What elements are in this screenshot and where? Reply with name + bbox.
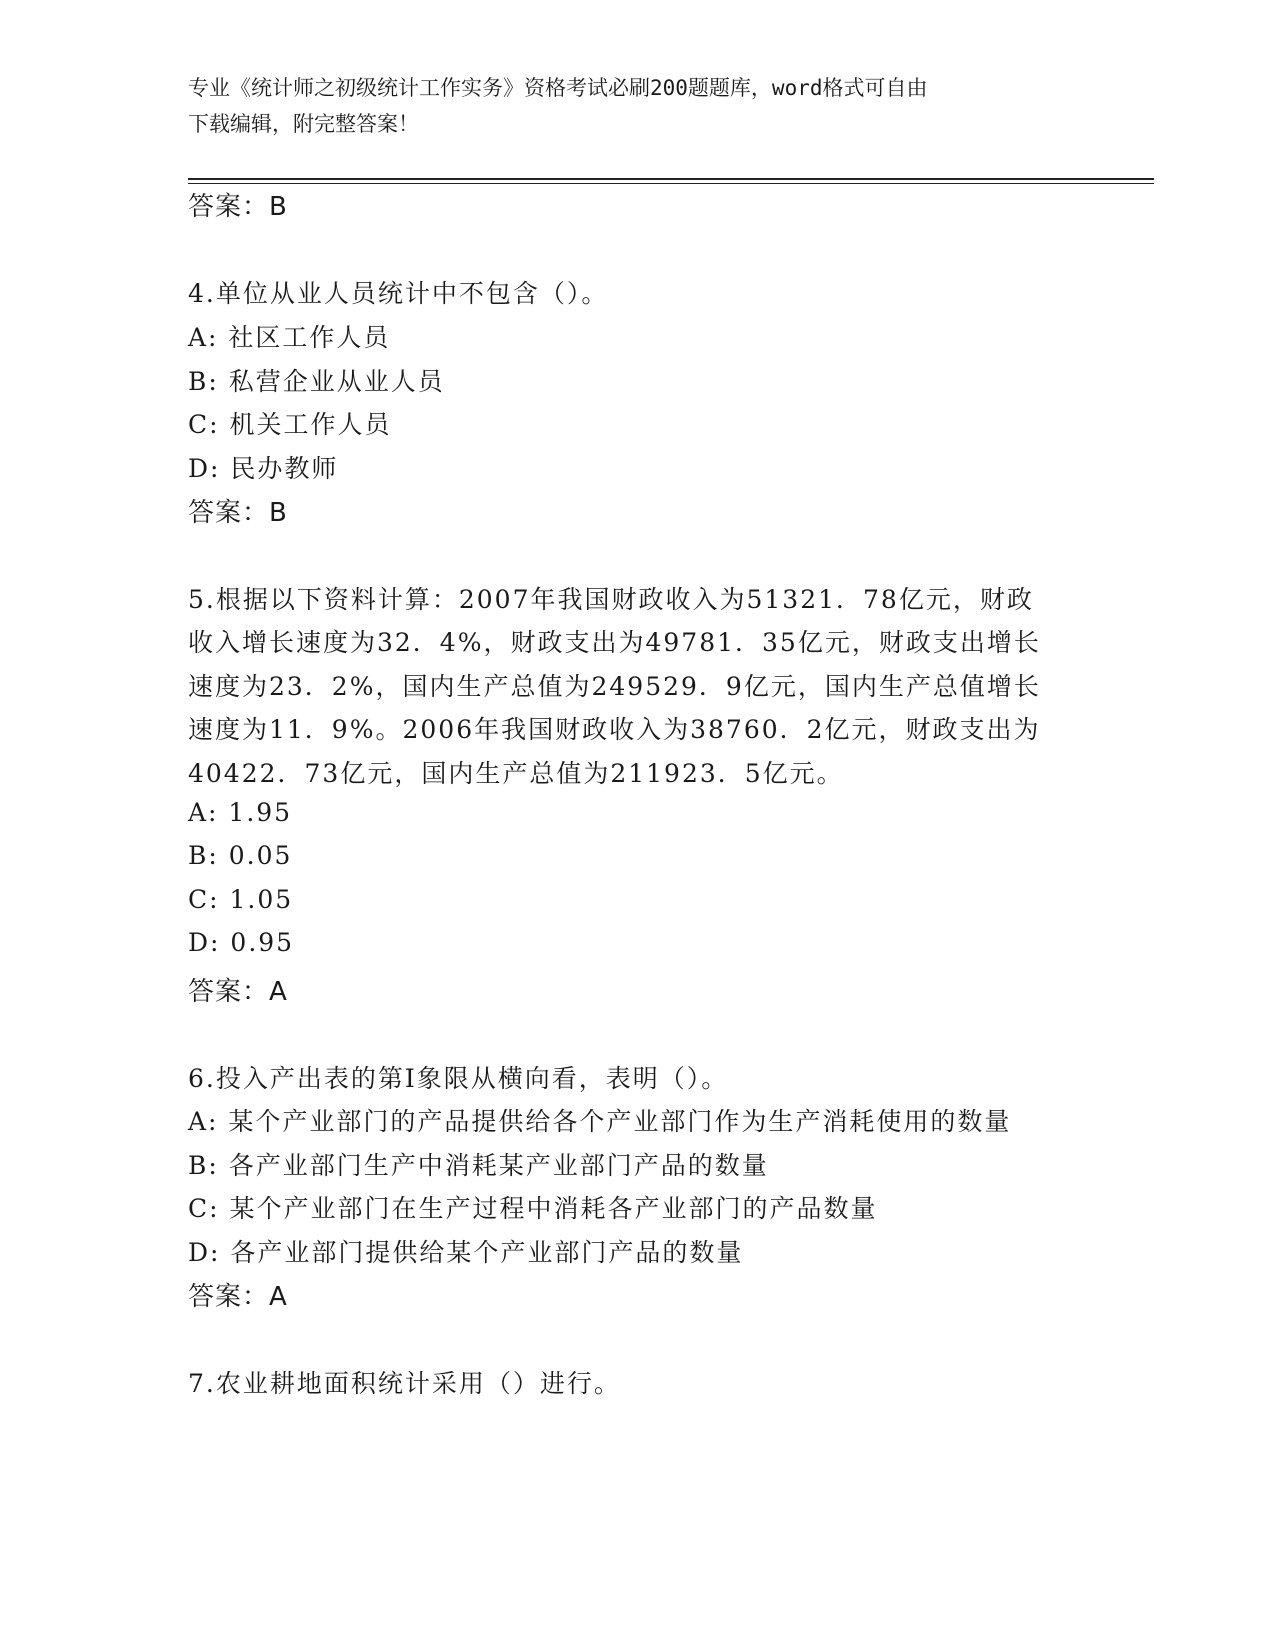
question-6-option-a: A: 某个产业部门的产品提供给各个产业部门作为生产消耗使用的数量 [188,1107,1012,1136]
answer-line: 答案：B [188,192,288,222]
question-5-option-d: D: 0.95 [188,928,295,957]
question-4-option-d: D: 民办教师 [188,454,339,483]
question-6-answer: 答案：A [188,1282,288,1312]
header-line-2: 下载编辑，附完整答案！ [188,112,419,136]
question-7-stem: 7.农业耕地面积统计采用（）进行。 [188,1369,621,1398]
question-6-option-c: C: 某个产业部门在生产过程中消耗各产业部门的产品数量 [188,1194,878,1223]
question-5-option-a: A: 1.95 [188,798,293,827]
question-4-option-a: A: 社区工作人员 [188,323,391,352]
question-5-stem-line-1: 5.根据以下资料计算：2007年我国财政收入为51321．78亿元，财政 [188,585,1034,614]
question-5-stem-line-2: 收入增长速度为32．4%，财政支出为49781．35亿元，财政支出增长 [188,628,1041,657]
question-4-stem: 4.单位从业人员统计中不包含（）。 [188,279,609,308]
question-5-answer: 答案：A [188,977,288,1007]
header-line-1: 专业《统计师之初级统计工作实务》资格考试必刷200题题库，word格式可自由 [188,76,928,100]
question-6-option-b: B: 各产业部门生产中消耗某产业部门产品的数量 [188,1151,769,1180]
question-6-option-d: D: 各产业部门提供给某个产业部门产品的数量 [188,1238,744,1267]
question-5-stem-line-5: 40422．73亿元，国内生产总值为211923．5亿元。 [188,759,844,788]
page-header [188,70,1088,142]
question-6-stem: 6.投入产出表的第Ⅰ象限从横向看，表明（）。 [188,1064,729,1093]
question-5-stem-line-3: 速度为23．2%，国内生产总值为249529．9亿元，国内生产总值增长 [188,672,1041,701]
header-rule-thin [188,183,1154,184]
question-4-option-c: C: 机关工作人员 [188,410,392,439]
question-4-option-b: B: 私营企业从业人员 [188,367,445,396]
header-rule-thick [188,178,1154,180]
question-5-option-b: B: 0.05 [188,841,293,870]
question-4-answer: 答案：B [188,498,288,528]
question-5-option-c: C: 1.05 [188,885,294,914]
question-5-stem-line-4: 速度为11．9%。2006年我国财政收入为38760．2亿元，财政支出为 [188,715,1041,744]
